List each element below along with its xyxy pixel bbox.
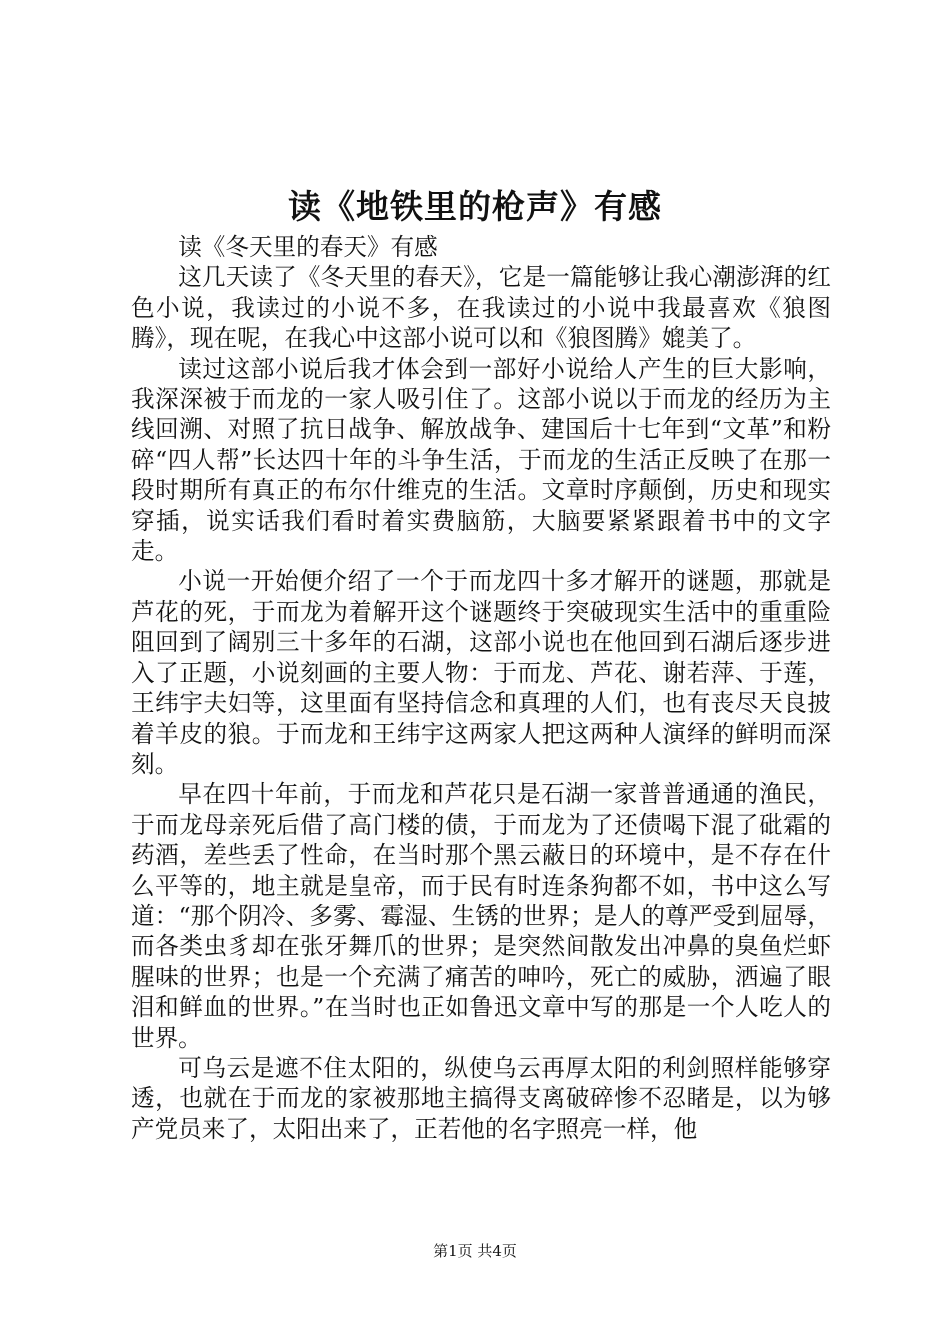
body-paragraph: 小说一开始便介绍了一个于而龙四十多才解开的谜题，那就是芦花的死，于而龙为着解开这个谜题终于突破现实生活中的重重险阻回到了阔别三十多年的石湖，这部小说也在他回到石湖后逐步进入了正题，小说刻画的主要人物：于而龙、芦花、谢若萍、于莲，王纬宇夫妇等，这里面有坚持信念和真理的人们，也有丧尽天良披着羊皮的狼。于而龙和王纬宇这两家人把这两种人演绎的鲜明而深刻。 <box>131 567 831 778</box>
body-paragraph: 早在四十年前，于而龙和芦花只是石湖一家普普通通的渔民，于而龙母亲死后借了高门楼的债，于而龙为了还债喝下混了砒霜的药酒，差些丢了性命，在当时那个黑云蔽日的环境中，是不存在什么平等的，地主就是皇帝，而于民有时连条狗都不如，书中这么写道：“那个阴冷、多雾、霉湿、生锈的世界；是人的尊严受到屈辱，而各类虫豸却在张牙舞爪的世界；是突然间散发出冲鼻的臭鱼烂虾腥味的世界；也是一个充满了痛苦的呻吟，死亡的威胁，洒遍了眼泪和鲜血的世界。”在当时也正如鲁迅文章中写的那是一个人吃人的世界。 <box>131 780 831 1052</box>
body-paragraph: 读过这部小说后我才体会到一部好小说给人产生的巨大影响，我深深被于而龙的一家人吸引住了。这部小说以于而龙的经历为主线回溯、对照了抗日战争、解放战争、建国后十七年到“文革”和粉碎“四人帮”长达四十年的斗争生活，于而龙的生活正反映了在那一段时期所有真正的布尔什维克的生活。文章时序颠倒，历史和现实穿插，说实话我们看时着实费脑筋，大脑要紧紧跟着书中的文字走。 <box>131 354 831 566</box>
document-title: 读《地铁里的枪声》有感 <box>288 187 662 226</box>
body-paragraph: 可乌云是遮不住太阳的，纵使乌云再厚太阳的利剑照样能够穿透，也就在于而龙的家被那地主搞得支离破碎惨不忍睹是，以为够产党员来了，太阳出来了，正若他的名字照亮一样，他 <box>131 1053 831 1143</box>
document-body <box>131 232 831 1144</box>
page-number-footer: 第1页 共4页 <box>433 1242 517 1260</box>
body-paragraph: 读《冬天里的春天》有感 <box>178 233 438 261</box>
body-paragraph: 这几天读了《冬天里的春天》，它是一篇能够让我心潮澎湃的红色小说，我读过的小说不多，在我读过的小说中我最喜欢《狼图腾》，现在呢，在我心中这部小说可以和《狼图腾》媲美了。 <box>131 263 831 353</box>
